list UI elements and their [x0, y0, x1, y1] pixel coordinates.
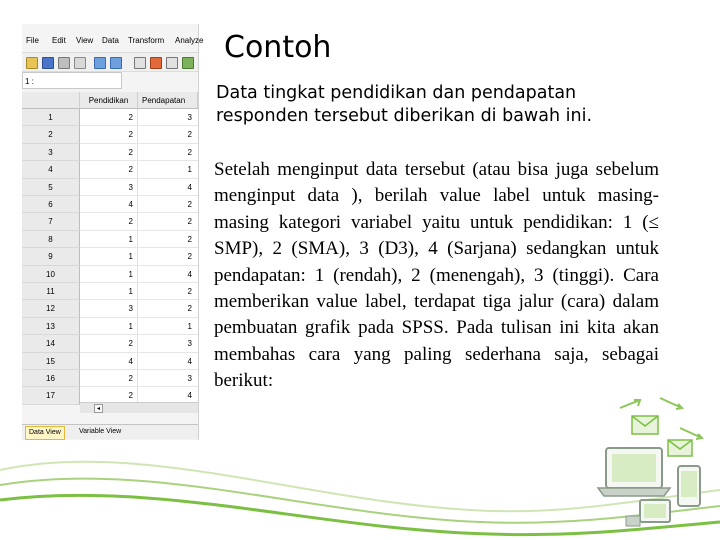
row-number[interactable]: 15 [22, 353, 80, 370]
table-row [22, 318, 198, 335]
cell-pendidikan[interactable]: 4 [80, 353, 138, 370]
save-icon[interactable] [42, 57, 54, 69]
redo-icon[interactable] [110, 57, 122, 69]
tab-data-view[interactable]: Data View [25, 426, 65, 440]
table-row [22, 213, 198, 230]
row-number[interactable]: 13 [22, 318, 80, 335]
devices-illustration-icon [560, 388, 720, 538]
cell-pendapatan[interactable]: 2 [138, 126, 198, 143]
row-number[interactable]: 14 [22, 335, 80, 352]
row-number[interactable]: 2 [22, 126, 80, 143]
row-number[interactable]: 8 [22, 231, 80, 248]
cell-pendidikan[interactable]: 2 [80, 387, 138, 404]
undo-icon[interactable] [94, 57, 106, 69]
cell-pendapatan[interactable]: 2 [138, 144, 198, 161]
table-row [22, 300, 198, 317]
open-icon[interactable] [26, 57, 38, 69]
row-number[interactable]: 5 [22, 179, 80, 196]
table-row [22, 231, 198, 248]
table-row [22, 196, 198, 213]
row-number[interactable]: 1 [22, 109, 80, 126]
cell-pendapatan[interactable]: 4 [138, 266, 198, 283]
row-number[interactable]: 4 [22, 161, 80, 178]
table-row [22, 179, 198, 196]
table-row [22, 353, 198, 370]
horizontal-scrollbar[interactable] [80, 402, 198, 413]
cell-pendapatan[interactable]: 1 [138, 318, 198, 335]
spss-data-editor [22, 24, 204, 440]
menu-view[interactable]: View [76, 36, 94, 45]
table-row [22, 335, 198, 352]
slide-title: Contoh [224, 30, 332, 65]
cell-pendidikan[interactable]: 3 [80, 300, 138, 317]
cell-pendidikan[interactable]: 1 [80, 248, 138, 265]
row-header-corner [22, 92, 80, 109]
menu-analyze[interactable]: Analyze [175, 36, 204, 45]
table-row [22, 283, 198, 300]
cell-pendapatan[interactable]: 4 [138, 353, 198, 370]
cell-pendapatan[interactable]: 1 [138, 161, 198, 178]
cell-pendapatan[interactable]: 4 [138, 179, 198, 196]
menu-data[interactable]: Data [102, 36, 119, 45]
toolbar [22, 52, 198, 72]
menu-edit[interactable]: Edit [52, 36, 66, 45]
row-number[interactable]: 17 [22, 387, 80, 404]
goto-case-icon[interactable] [134, 57, 146, 69]
table-row [22, 370, 198, 387]
table-row [22, 161, 198, 178]
menu-file[interactable]: File [26, 36, 39, 45]
body-text: Setelah menginput data tersebut (atau bisa juga sebelum menginput data ), berilah value label untuk masing-masing kategori variabel yaitu untuk pendidikan: 1 (≤ SMP), 2 (SMA), 3 (D3), 4 (Sarjana) sedangkan untuk pendapatan: 1 (rendah), 2 (menengah), 3 (tinggi). Cara memberikan value label, terdapat tiga jalur (cara) dalam pembuatan grafik pada SPSS. Pada tulisan ini kita akan membahas cara yang paling sederhana saja, sebagai berikut: [214, 159, 659, 392]
cell-pendidikan[interactable]: 2 [80, 144, 138, 161]
table-row [22, 248, 198, 265]
row-number[interactable]: 3 [22, 144, 80, 161]
cell-pendidikan[interactable]: 2 [80, 126, 138, 143]
cell-pendidikan[interactable]: 1 [80, 283, 138, 300]
cell-pendapatan[interactable]: 3 [138, 335, 198, 352]
cell-pendidikan[interactable]: 1 [80, 318, 138, 335]
cell-pendapatan[interactable]: 3 [138, 109, 198, 126]
column-header-pendidikan[interactable]: Pendidikan [80, 92, 138, 109]
cell-pendidikan[interactable]: 3 [80, 179, 138, 196]
variables-icon[interactable] [150, 57, 162, 69]
cell-pendidikan[interactable]: 2 [80, 335, 138, 352]
table-row [22, 144, 198, 161]
table-row [22, 126, 198, 143]
find-icon[interactable] [166, 57, 178, 69]
print-icon[interactable] [58, 57, 70, 69]
scroll-left-icon[interactable]: ◂ [94, 404, 103, 413]
row-number[interactable]: 16 [22, 370, 80, 387]
cell-pendidikan[interactable]: 1 [80, 266, 138, 283]
table-row [22, 266, 198, 283]
row-number[interactable]: 6 [22, 196, 80, 213]
cell-pendapatan[interactable]: 2 [138, 231, 198, 248]
row-number[interactable]: 12 [22, 300, 80, 317]
dialog-recall-icon[interactable] [74, 57, 86, 69]
table-row [22, 109, 198, 126]
cell-pendidikan[interactable]: 2 [80, 370, 138, 387]
menu-transform[interactable]: Transform [128, 36, 165, 45]
cell-pendapatan[interactable]: 2 [138, 213, 198, 230]
row-number[interactable]: 10 [22, 266, 80, 283]
insert-cases-icon[interactable] [182, 57, 194, 69]
cell-pendapatan[interactable]: 2 [138, 196, 198, 213]
cell-pendidikan[interactable]: 1 [80, 231, 138, 248]
cell-pendapatan[interactable]: 3 [138, 370, 198, 387]
cell-pendidikan[interactable]: 4 [80, 196, 138, 213]
row-number[interactable]: 9 [22, 248, 80, 265]
cell-pendapatan[interactable]: 2 [138, 248, 198, 265]
cell-pendidikan[interactable]: 2 [80, 161, 138, 178]
row-number[interactable]: 11 [22, 283, 80, 300]
cell-pendidikan[interactable]: 2 [80, 109, 138, 126]
cell-pendapatan[interactable]: 4 [138, 387, 198, 404]
tab-variable-view[interactable]: Variable View [79, 428, 122, 435]
menu-bar [22, 34, 204, 48]
cell-pendapatan[interactable]: 2 [138, 283, 198, 300]
cell-pendidikan[interactable]: 2 [80, 213, 138, 230]
column-header-pendapatan[interactable]: Pendapatan [138, 92, 198, 109]
cell-pendapatan[interactable]: 2 [138, 300, 198, 317]
row-number[interactable]: 7 [22, 213, 80, 230]
cell-reference-field[interactable]: 1 : [22, 72, 122, 89]
intro-text: Data tingkat pendidikan dan pendapatan responden tersebut diberikan di bawah ini. [216, 83, 593, 126]
